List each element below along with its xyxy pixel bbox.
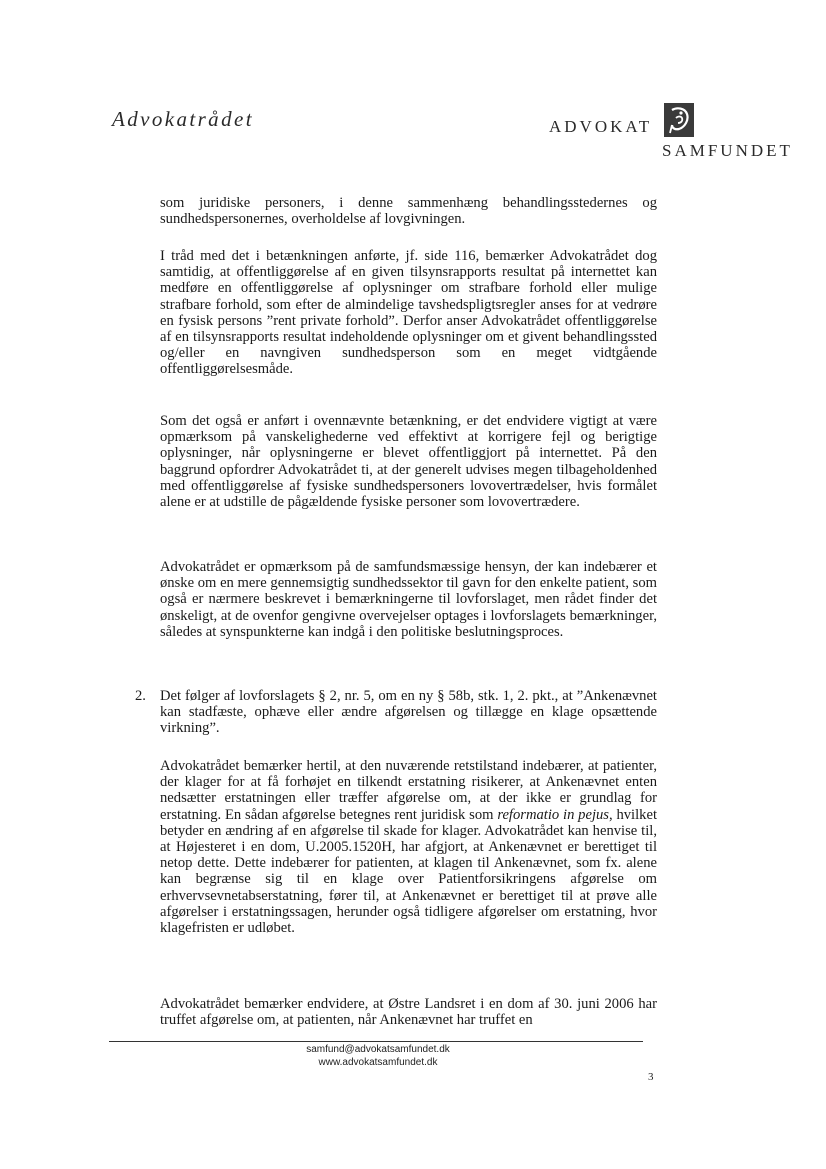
paragraph-6 — [160, 758, 657, 936]
paragraph-6-part-a: Advokatrådet bemærker hertil, at den nuværende retstilstand indebærer, at patienter, der klager for at få forhøjet en tilkendt erstatning risikerer, at Ankenævnet enten nedsætter erstatningen eller træffer afgørelse om, at der ikke er grundlag for erstatning. En sådan afgørelse betegnes rent juridisk som — [160, 758, 657, 823]
header-title: Advokatrådet — [112, 107, 254, 131]
page-number: 3 — [648, 1071, 654, 1083]
logo-text-advokat: ADVOKAT — [549, 117, 653, 136]
paragraph-3: Som det også er anført i ovennævnte betænkning, er det endvidere vigtigt at være opmærksom på vanskelighederne ved effektivt at korrigere fejl og berigtige oplysninger, når oplysningerne er blevet offentliggjort på internettet. På den baggrund opfordrer Advokatrådet ti, at der generelt udvises megen tilbageholdenhed med offentliggørelse af fysiske sundhedspersoners lovovertrædelser, hvis formålet alene er at udstille de pågældende fysiske personer som lovovertrædere. — [160, 413, 657, 511]
paragraph-6-part-b: , hvilket betyder en ændring af en afgørelse til skade for klager. Advokatrådet kan henvise til, at Højesteret i en dom, U.2005.1520H, har afgjort, at Ankenævnet er berettiget til netop dette. Dette indebærer for patienten, at klagen til Ankenævnet, som fx. alene kan begrænse sig til en klage over Patientforsikringens afgørelse om erhvervsevnetabserstatning, fører til, at Ankenævnet er berettiget til at prøve alle afgørelser i erstatningssagen, herunder også tidligere afgørelser om erstatning, hvor klagefristen er udløbet. — [160, 806, 657, 937]
footer-divider — [109, 1041, 643, 1042]
list-item-number: 2. — [135, 688, 146, 704]
latin-term: reformatio in pejus — [497, 806, 609, 823]
footer-email[interactable]: samfund@advokatsamfundet.dk — [306, 1044, 450, 1055]
paragraph-4: Advokatrådet er opmærksom på de samfundsmæssige hensyn, der kan indebærer et ønske om en mere gennemsigtig sundhedssektor til gavn for den enkelte patient, som også er nærmere beskrevet i bemærkningerne til lovforslaget, men rådet finder det ønskeligt, at de ovenfor gengivne overvejelser optages i lovforslagets bemærkninger, således at synspunkterne kan indgå i den politiske beslutningsproces. — [160, 559, 657, 640]
paragraph-2: I tråd med det i betænkningen anførte, jf. side 116, bemærker Advokatrådet dog samtidig, at offentliggørelse af en given tilsynsrapports resultat på internettet kan medføre en offentliggørelse af oplysninger om strafbare forhold eller mulige strafbare forhold, som efter de almindelige tavshedspligtsregler anses for at vedrøre en fysisk persons ”rent private forhold”. Derfor anser Advokatrådet offentliggørelse af en tilsynsrapports resultat indeholdende oplysninger om et givent behandlingssted og/eller en navngiven sundhedsperson som en meget vidtgående offentliggørelsesmåde. — [160, 248, 657, 378]
footer-website[interactable]: www.advokatsamfundet.dk — [318, 1057, 438, 1068]
paragraph-1: som juridiske personers, i denne sammenhæng behandlingsstedernes og sundhedspersonernes, overholdelse af lovgivningen. — [160, 195, 657, 228]
logo-text-samfundet: SAMFUNDET — [662, 141, 793, 160]
paragraph-7: Advokatrådet bemærker endvidere, at Østre Landsret i en dom af 30. juni 2006 har truffet afgørelse om, at patienten, når Ankenævnet har truffet en — [160, 996, 657, 1029]
advokatsamfundet-emblem-icon — [664, 103, 694, 137]
list-item-2-text: Det følger af lovforslagets § 2, nr. 5, om en ny § 58b, stk. 1, 2. pkt., at ”Ankenævnet kan stadfæste, ophæve eller ændre afgørelsen og tillægge en klage opsættende virkning”. — [160, 688, 657, 737]
